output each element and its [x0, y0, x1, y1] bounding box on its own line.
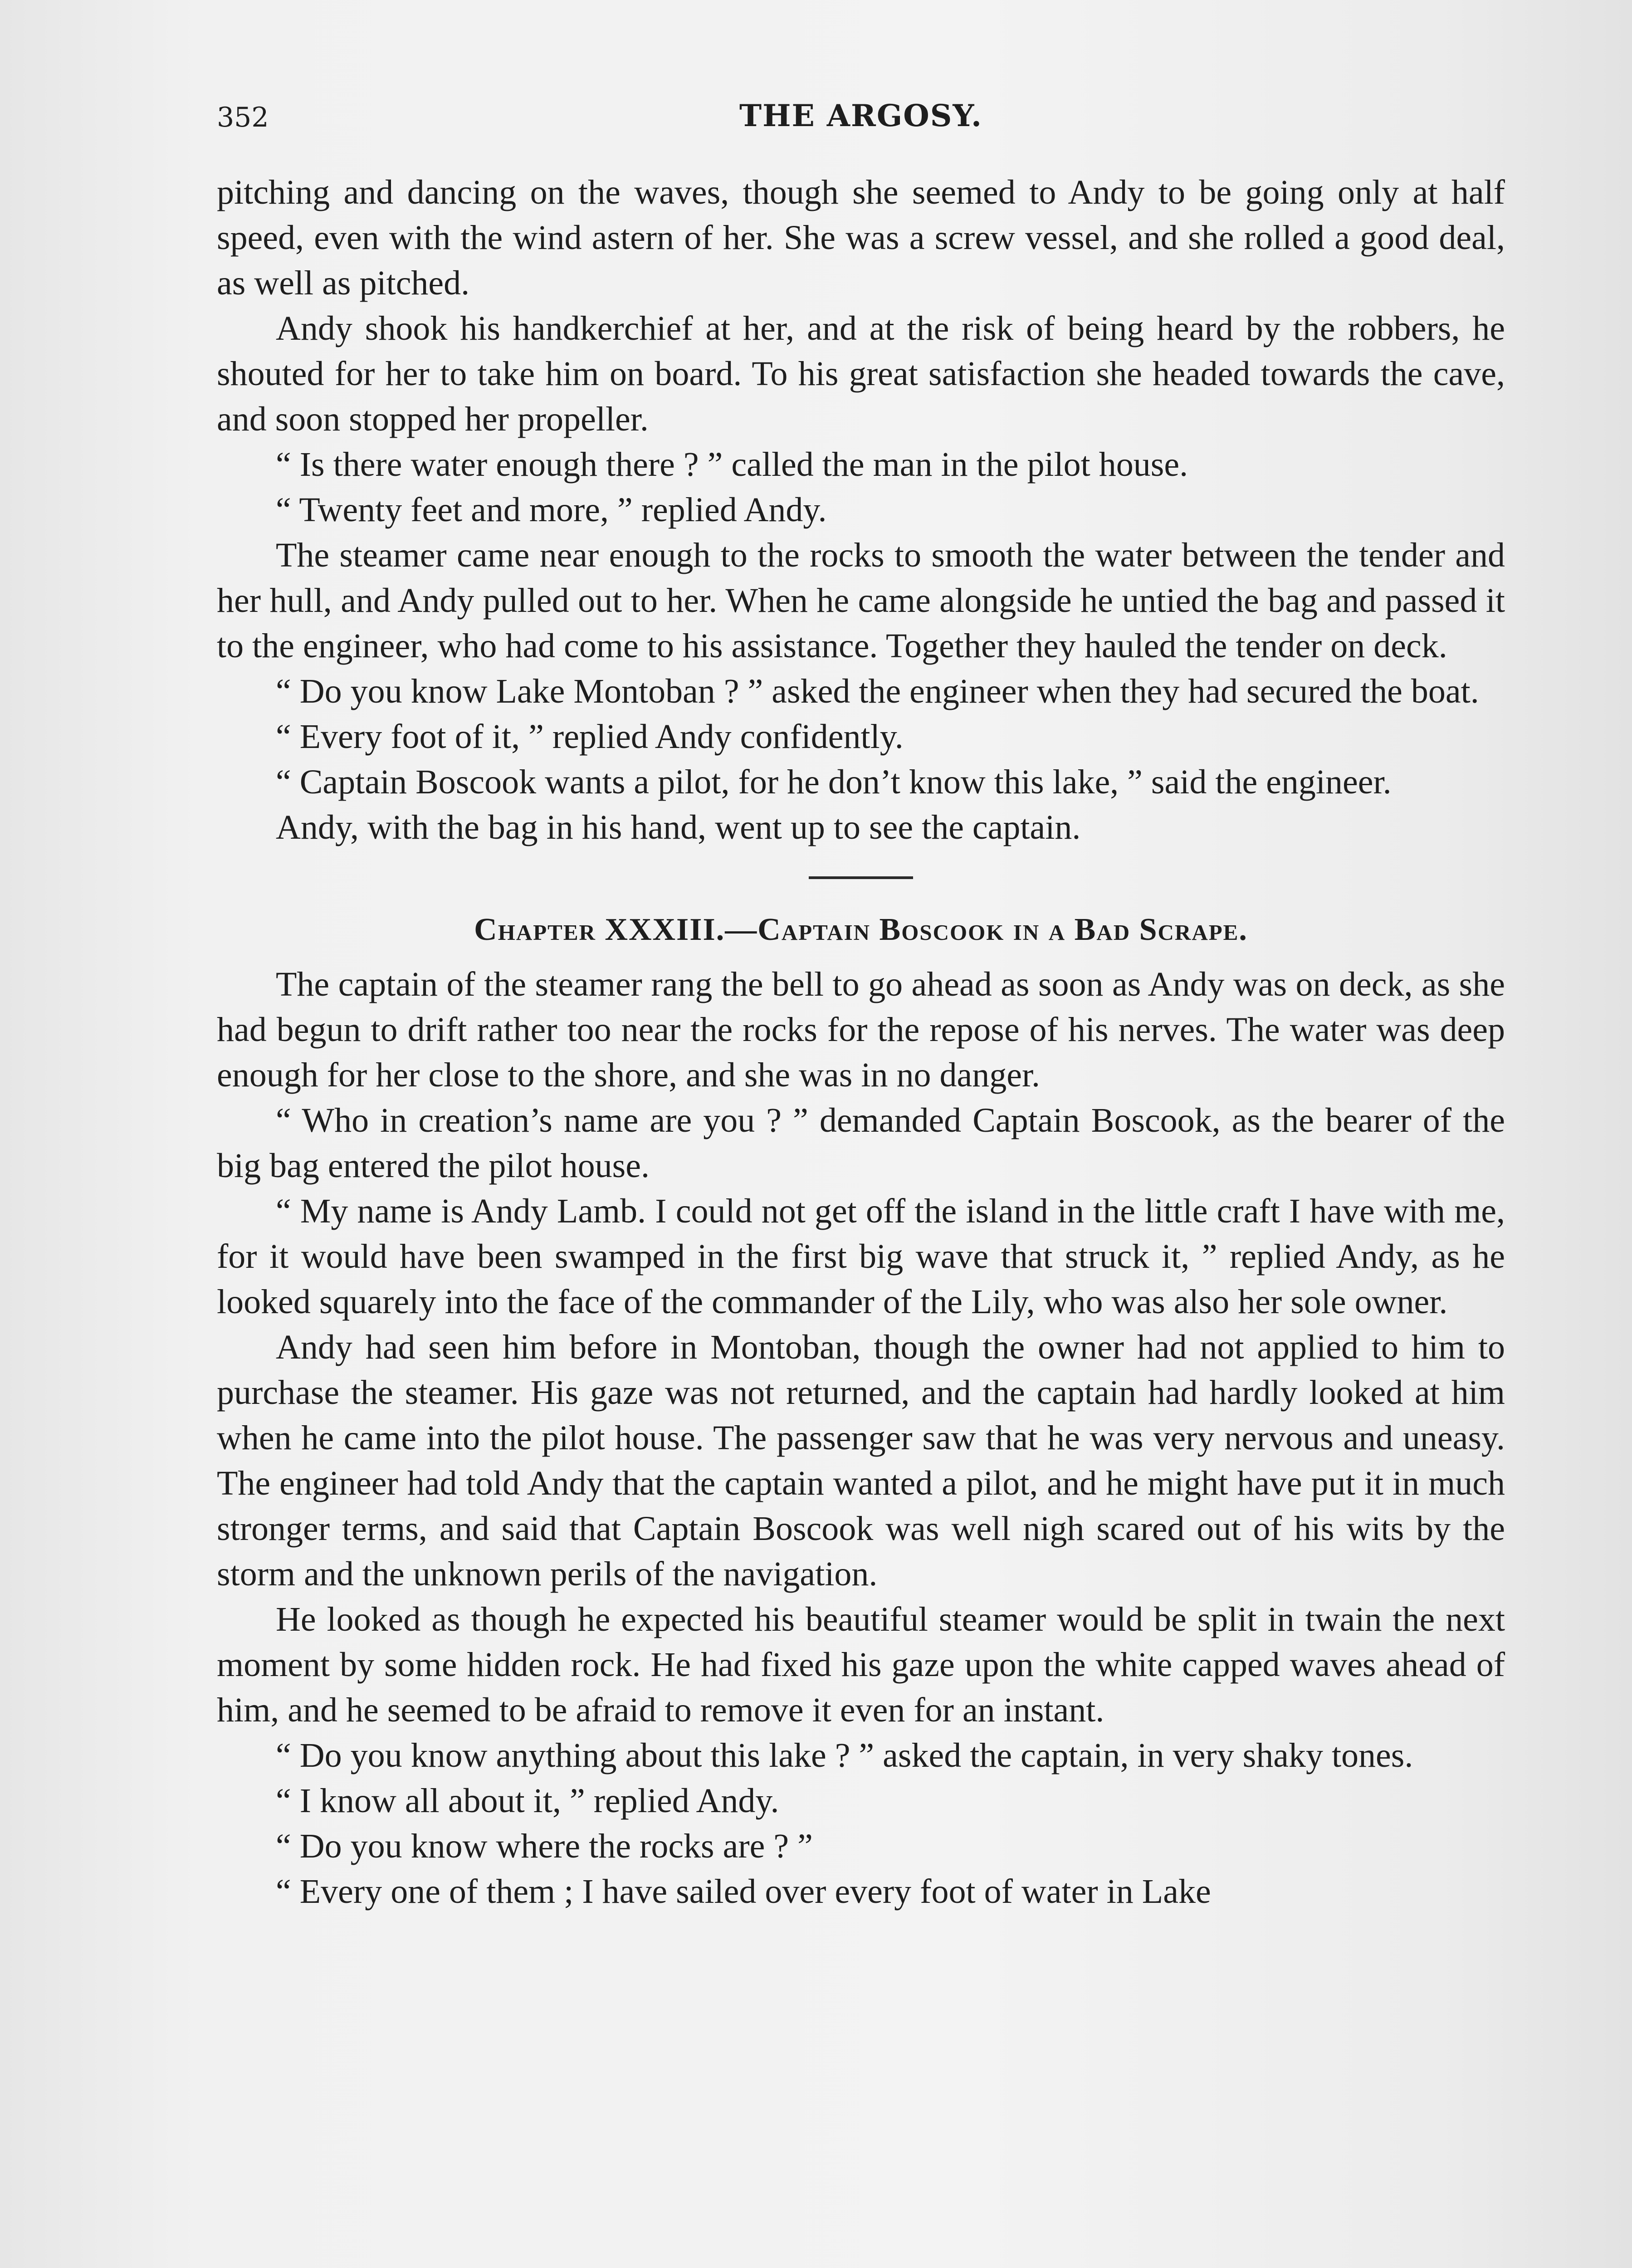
- body-text: [217, 170, 1505, 1914]
- running-head: [217, 95, 1505, 141]
- paragraph: “ My name is Andy Lamb. I could not get off the island in the little craft I have with me, for it would have been swamped in the first big wave that struck it, ” replied Andy, as he looked squarely into the face of the commander of the Lily, who was also her sole owner.: [217, 1192, 1505, 1321]
- section-divider: [809, 876, 913, 879]
- paragraph: Andy, with the bag in his hand, went up to see the captain.: [276, 808, 1081, 846]
- paragraph: “ Who in creation’s name are you ? ” demanded Captain Boscook, as the bearer of the big bag entered the pilot house.: [217, 1101, 1505, 1185]
- journal-title: THE ARGOSY.: [739, 98, 982, 133]
- paragraph: “ Do you know anything about this lake ? ” asked the captain, in very shaky tones.: [276, 1736, 1413, 1774]
- paragraph: “ Captain Boscook wants a pilot, for he don’t know this lake, ” said the engineer.: [276, 763, 1392, 801]
- page-number: 352: [217, 102, 269, 133]
- paragraph: “ I know all about it, ” replied Andy.: [276, 1782, 779, 1820]
- paragraph: He looked as though he expected his beautiful steamer would be split in twain the next moment by some hidden rock. He had fixed his gaze upon the white capped waves ahead of him, and he seemed to be afraid to remove it even for an instant.: [217, 1600, 1505, 1729]
- paragraph: Andy shook his handkerchief at her, and at the risk of being heard by the robbers, he shouted for her to take him on board. To his great satisfaction she headed towards the cave, and soon stopped her propeller.: [217, 309, 1505, 438]
- paragraph: “ Do you know Lake Montoban ? ” asked the engineer when they had secured the boat.: [276, 672, 1479, 710]
- paragraph: “ Twenty feet and more, ” replied Andy.: [276, 491, 827, 529]
- chapter-heading: Chapter XXXIII.—Captain Boscook in a Bad Scrape.: [474, 912, 1248, 947]
- paragraph: “ Every one of them ; I have sailed over every foot of water in Lake: [276, 1872, 1211, 1911]
- paragraph: Andy had seen him before in Montoban, though the owner had not applied to him to purchase the steamer. His gaze was not returned, and the captain had hardly looked at him when he came into the pilot house. The passenger saw that he was very nervous and uneasy. The engineer had told Andy that the captain wanted a pilot, and he might have put it in much stronger terms, and said that Captain Boscook was well nigh scared out of his wits by the storm and the unknown perils of the navigation.: [217, 1328, 1505, 1593]
- paragraph: “ Is there water enough there ? ” called the man in the pilot house.: [276, 445, 1188, 484]
- paragraph: “ Every foot of it, ” replied Andy confidently.: [276, 718, 904, 756]
- paragraph: The steamer came near enough to the rocks to smooth the water between the tender and her hull, and Andy pulled out to her. When he came alongside he untied the bag and passed it to the engineer, who had come to his assistance. Together they hauled the tender on deck.: [217, 536, 1505, 665]
- paragraph: The captain of the steamer rang the bell to go ahead as soon as Andy was on deck, as she had begun to drift rather too near the rocks for the repose of his nerves. The water was deep enough for her close to the shore, and she was in no danger.: [217, 965, 1505, 1094]
- paragraph: “ Do you know where the rocks are ? ”: [276, 1827, 813, 1865]
- paragraph: pitching and dancing on the waves, though she seemed to Andy to be going only at half speed, even with the wind astern of her. She was a screw vessel, and she rolled a good deal, as well as pitched.: [217, 173, 1505, 302]
